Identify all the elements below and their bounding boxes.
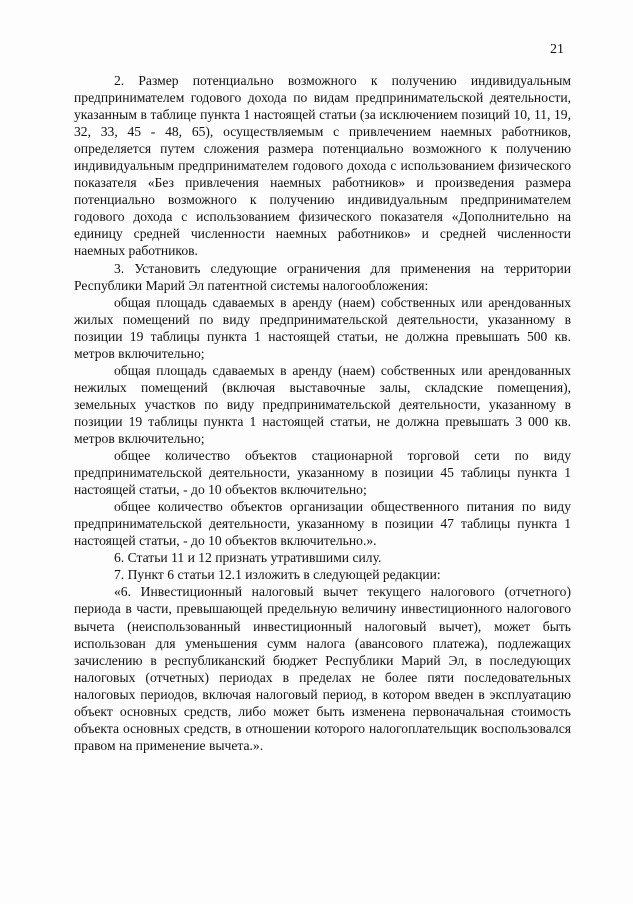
paragraph-item-2-income-size: 2. Размер потенциально возможного к получению индивидуальным предпринимателем годового дохода по видам предпринимательской деятельности, указанным в таблице пункта 1 настоящей статьи (за исключением позиций 10, 11, 19, 32, 33, 45 - 48, 65), осуществляемым с привлечением наемных работников, определяется путем сложения размера потенциально возможного к получению индивидуальным предпринимателем годового дохода с использованием физического показателя «Без привлечения наемных работников» и произведения размера потенциально возможного к получению индивидуальным предпринимателем годового дохода с использованием физического показателя «Дополнительно на единицу средней численности наемных работников» и средней численности наемных работников.	[74, 73, 571, 259]
paragraph-catering-objects-limit: общее количество объектов организации общественного питания по виду предпринимательской деятельности, указанному в позиции 47 таблицы пункта 1 настоящей статьи, - до 10 объектов включительно.».	[74, 499, 571, 549]
page-number: 21	[550, 42, 564, 57]
paragraph-investment-deduction: «6. Инвестиционный налоговый вычет текущего налогового (отчетного) периода в части, превышающей предельную величину инвестиционного налогового вычета (неиспользованный инвестиционный налоговый вычет), может быть использован для уменьшения сумм налога (авансового платежа), подлежащих зачислению в республиканский бюджет Республики Марий Эл, в последующих налоговых (отчетных) периодах в пределах не более пяти последовательных налоговых периодов, включая налоговый период, в котором введен в эксплуатацию объект основных средств, либо может быть изменена первоначальная стоимость объекта основных средств, в отношении которого налогоплательщик воспользовался правом на применение вычета.».	[74, 584, 571, 753]
paragraph-item-7-amendment: 7. Пункт 6 статьи 12.1 изложить в следующей редакции:	[114, 567, 441, 583]
document-body	[74, 72, 571, 754]
paragraph-item-6-repeal: 6. Статьи 11 и 12 признать утратившими силу.	[114, 550, 382, 566]
paragraph-retail-objects-limit: общее количество объектов стационарной торговой сети по виду предпринимательской деятельности, указанному в позиции 45 таблицы пункта 1 настоящей статьи, - до 10 объектов включительно;	[74, 448, 571, 498]
paragraph-item-3-restrictions: 3. Установить следующие ограничения для применения на территории Республики Марий Эл патентной системы налогообложения:	[74, 260, 571, 293]
paragraph-residential-area-limit: общая площадь сдаваемых в аренду (наем) собственных или арендованных жилых помещений по виду предпринимательской деятельности, указанному в позиции 19 таблицы пункта 1 настоящей статьи, не должна превышать 500 кв. метров включительно;	[74, 294, 571, 361]
paragraph-nonresidential-area-limit: общая площадь сдаваемых в аренду (наем) собственных или арендованных нежилых помещений (включая выставочные залы, складские помещения), земельных участков по виду предпринимательской деятельности, указанному в позиции 19 таблицы пункта 1 настоящей статьи, не должна превышать 3 000 кв. метров включительно;	[74, 362, 571, 446]
